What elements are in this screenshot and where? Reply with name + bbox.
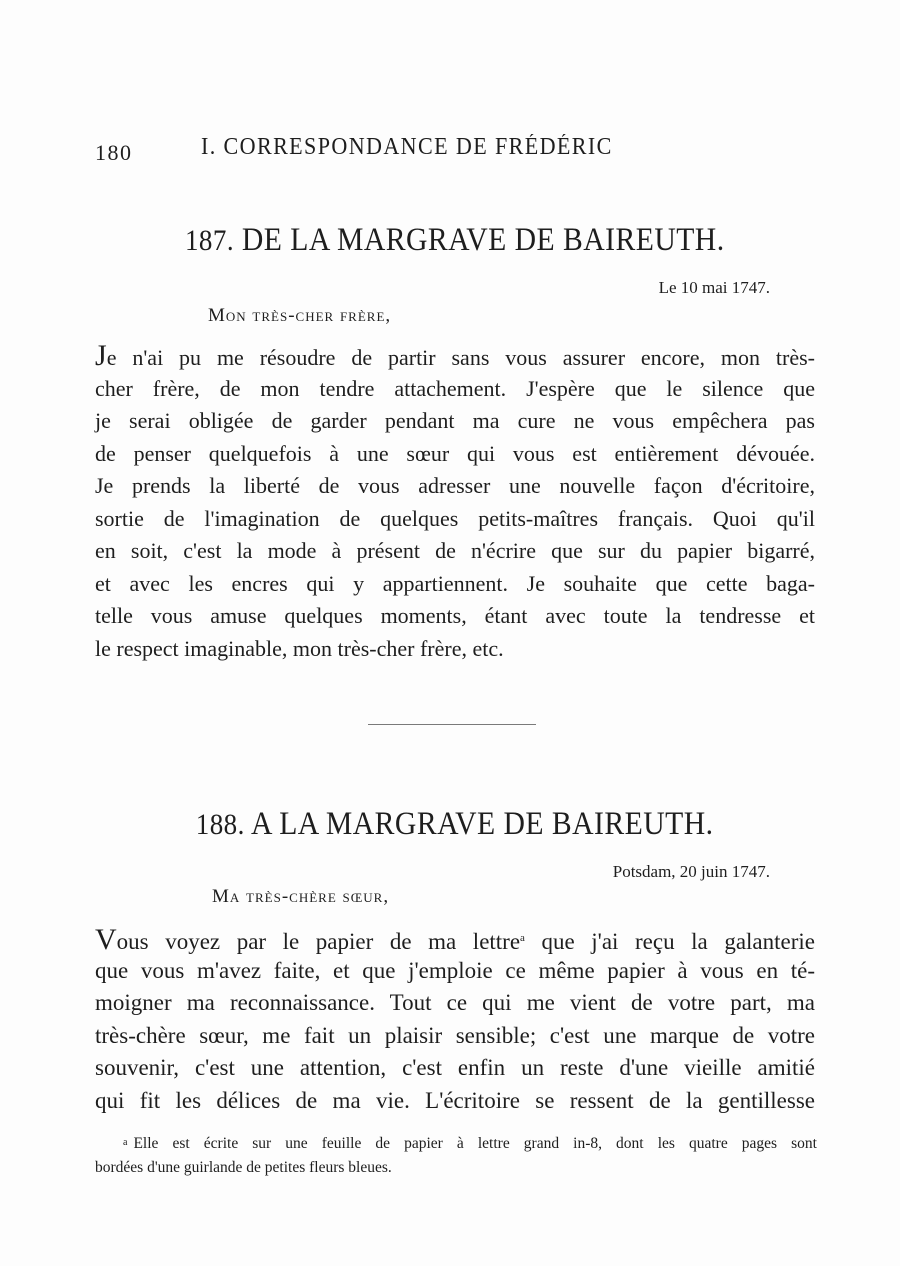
body-line: telle vous amuse quelques moments, étant avec toute la tendresse et bbox=[95, 603, 815, 628]
letter-188-salutation: Ma très-chère sœur, bbox=[212, 886, 390, 907]
letter-187-body bbox=[95, 340, 815, 665]
body-line-text: que j'ai reçu la galanterie bbox=[524, 929, 815, 954]
letter-188-heading bbox=[5, 806, 900, 843]
body-line: cher frère, de mon tendre attachement. J'espère que le silence que bbox=[95, 375, 815, 401]
footnote bbox=[95, 1130, 817, 1180]
letter-187-salutation: Mon très-cher frère, bbox=[208, 305, 392, 326]
body-line: moigner ma reconnaissance. Tout ce qui me vient de votre part, ma bbox=[95, 990, 815, 1015]
footnote-marker: a bbox=[123, 1137, 128, 1148]
body-line: qui fit les délices de ma vie. L'écritoire se ressent de la gentillesse bbox=[95, 1087, 815, 1113]
body-line: le respect imaginable, mon très-cher frère, etc. bbox=[95, 635, 504, 661]
running-head-title: I. CORRESPONDANCE DE FRÉDÉRIC bbox=[201, 134, 613, 160]
body-line: je serai obligée de garder pendant ma cure ne vous empêchera pas bbox=[95, 408, 815, 433]
body-line-text: e n'ai pu me résoudre de partir sans vous assurer encore, mon très- bbox=[106, 345, 815, 370]
letter-187-dateline: Le 10 mai 1747. bbox=[658, 278, 770, 297]
body-line bbox=[95, 922, 815, 955]
footnote-text: Elle est écrite sur une feuille de papier à lettre grand in-8, dont les quatre pages sont bbox=[133, 1135, 817, 1152]
section-divider bbox=[368, 724, 536, 725]
body-line: Je prends la liberté de vous adresser une nouvelle façon d'écritoire, bbox=[95, 473, 815, 498]
letter-number: 187. bbox=[185, 224, 235, 257]
footnote-line bbox=[95, 1130, 817, 1155]
body-line: de penser quelquefois à une sœur qui vous est entièrement dévouée. bbox=[95, 440, 815, 466]
drop-cap: J bbox=[95, 339, 107, 372]
footnote-line: bordées d'une guirlande de petites fleurs bleues. bbox=[95, 1159, 392, 1176]
letter-number: 188. bbox=[196, 808, 246, 841]
letter-187-heading bbox=[5, 222, 900, 259]
body-line-text: ous voyez par le papier de ma lettre bbox=[116, 929, 521, 954]
drop-cap: V bbox=[95, 923, 117, 956]
body-line: très-chère sœur, me fait un plaisir sensible; c'est une marque de votre bbox=[95, 1022, 815, 1048]
letter-title: DE LA MARGRAVE DE BAIREUTH. bbox=[242, 222, 725, 258]
body-line: souvenir, c'est une attention, c'est enfin un reste d'une vieille amitié bbox=[95, 1055, 815, 1080]
body-line: que vous m'avez faite, et que j'emploie ce même papier à vous en té- bbox=[95, 957, 815, 983]
letter-188-body bbox=[95, 922, 815, 1117]
body-line: sortie de l'imagination de quelques petits-maîtres français. Quoi qu'il bbox=[95, 505, 815, 531]
body-line: en soit, c'est la mode à présent de n'écrire que sur du papier bigarré, bbox=[95, 538, 815, 563]
letter-188-dateline: Potsdam, 20 juin 1747. bbox=[612, 862, 770, 881]
letter-title: A LA MARGRAVE DE BAIREUTH. bbox=[251, 806, 714, 842]
body-line: et avec les encres qui y appartiennent. Je souhaite que cette baga- bbox=[95, 570, 815, 596]
footnote-reference[interactable]: a bbox=[520, 932, 525, 944]
running-head bbox=[95, 134, 715, 168]
page-number: 180 bbox=[95, 140, 133, 165]
body-line bbox=[95, 340, 815, 373]
